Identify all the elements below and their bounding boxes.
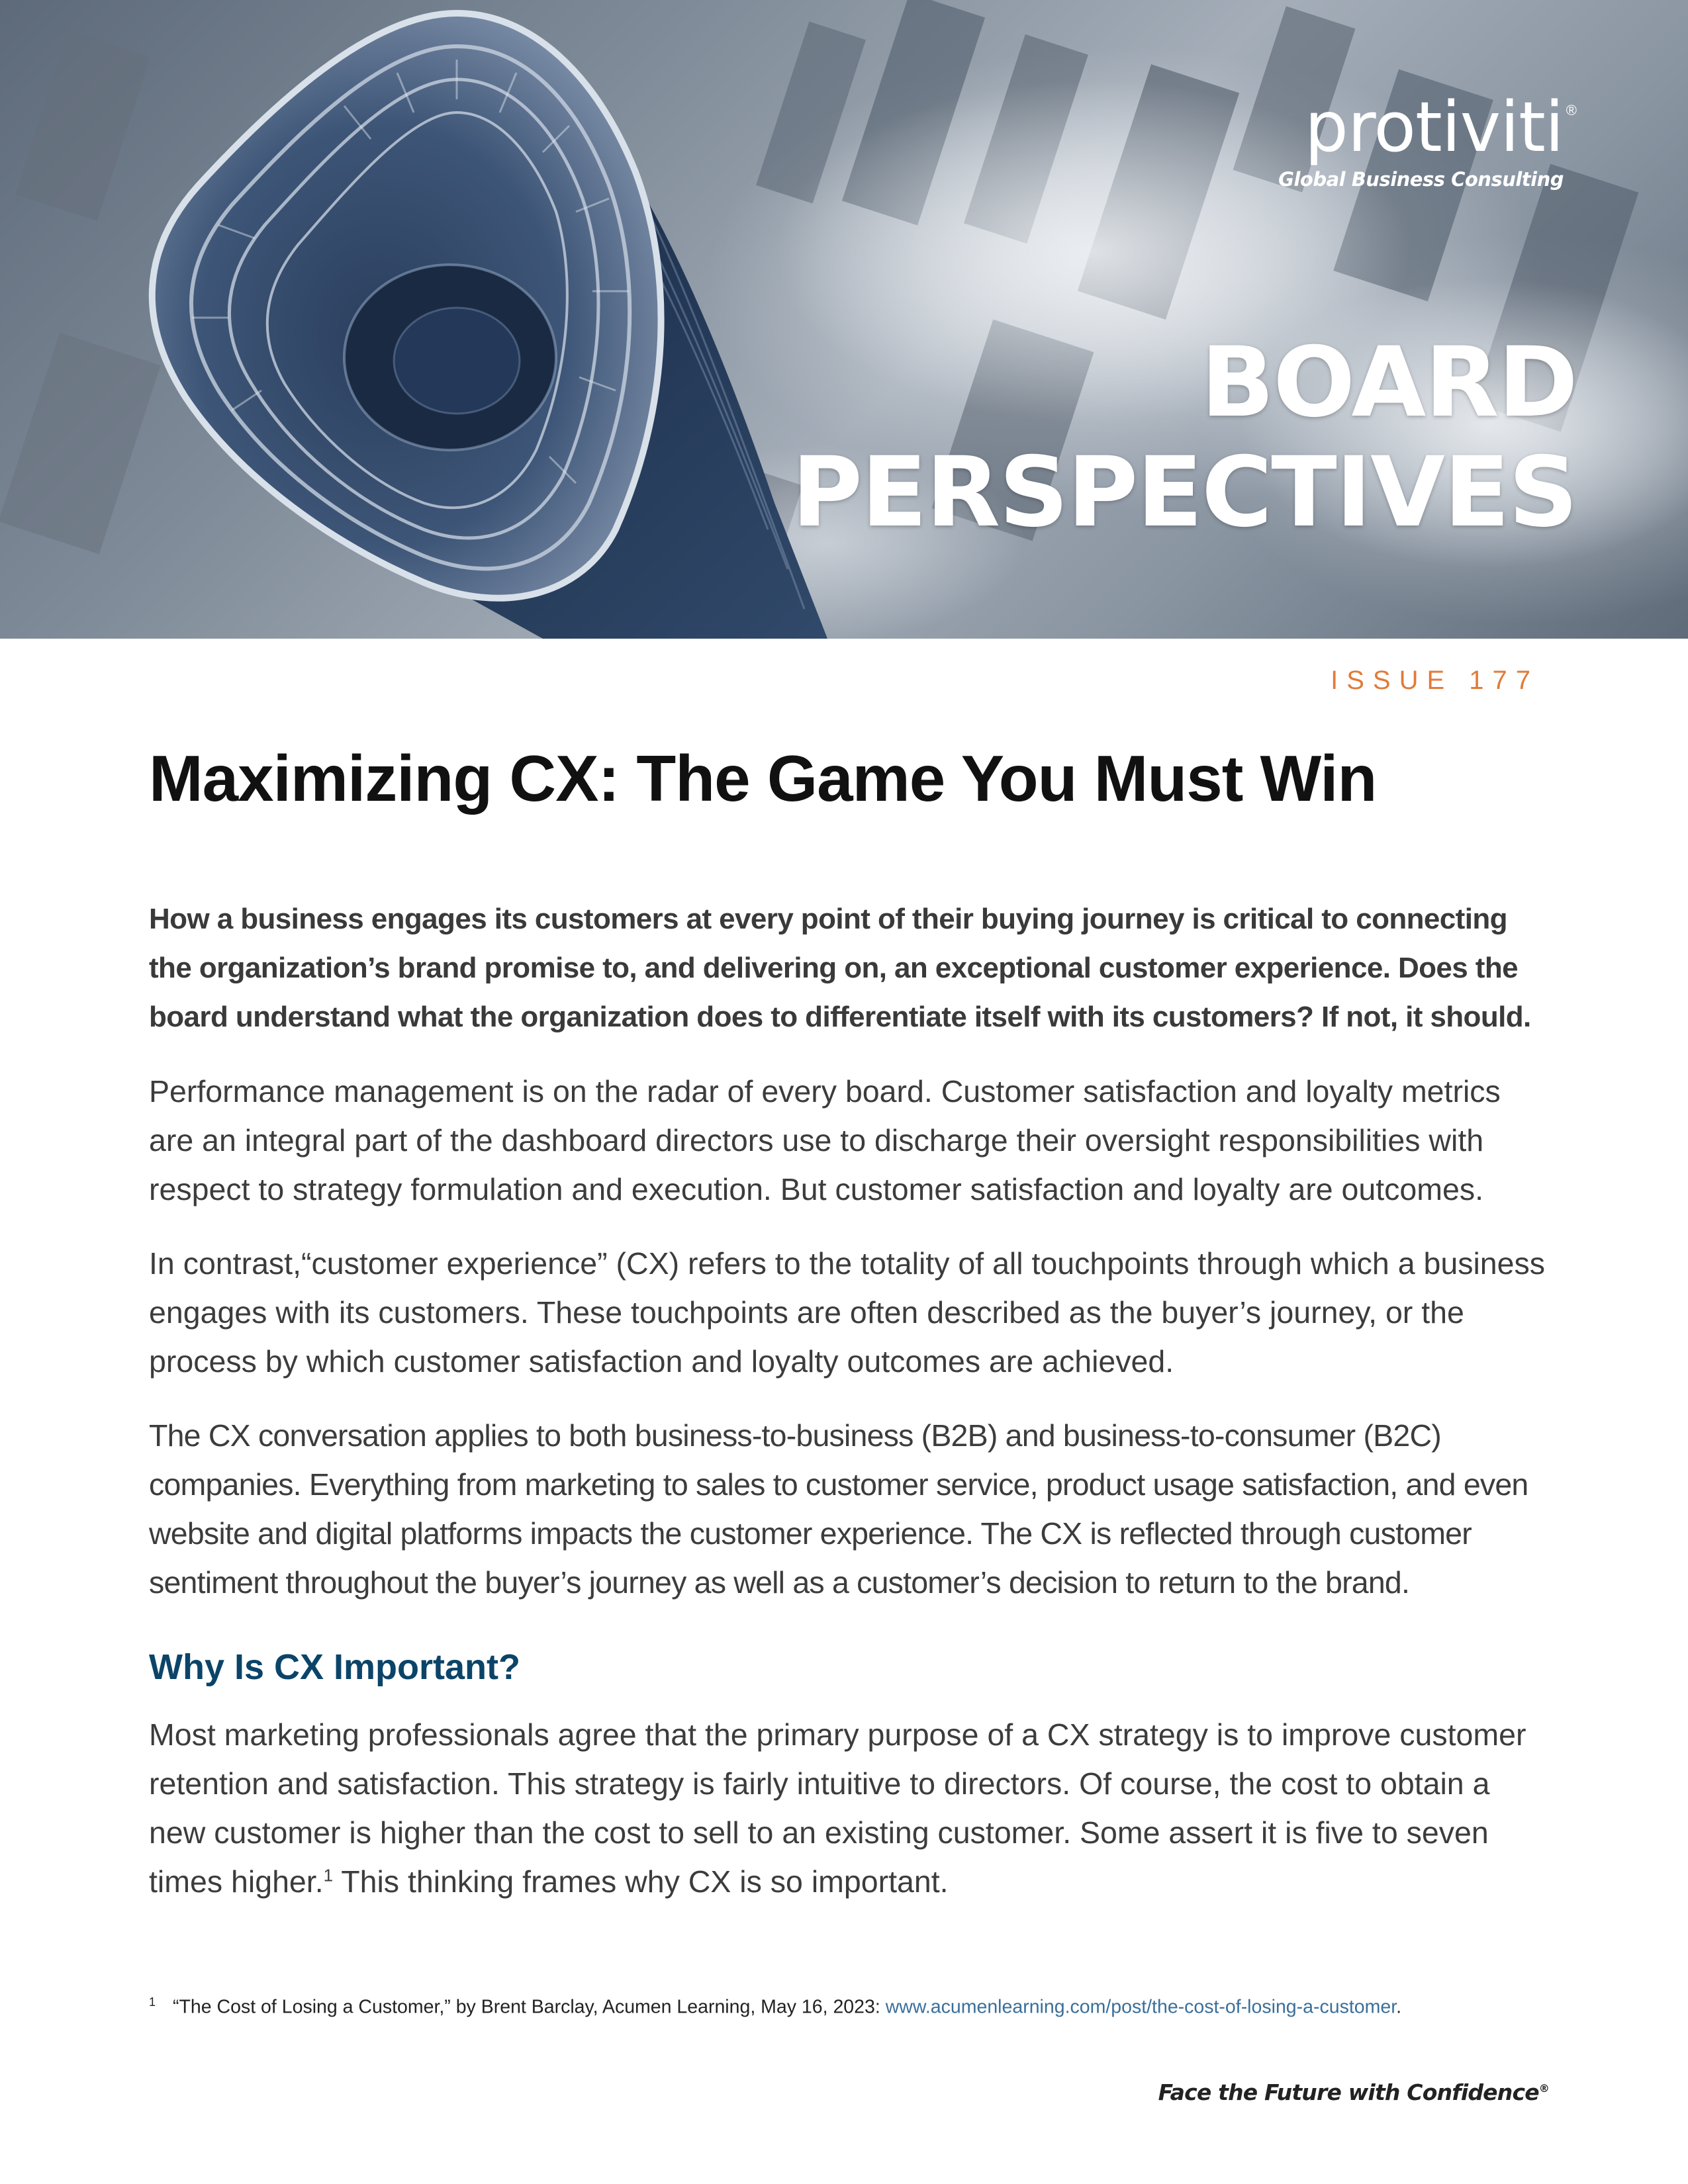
footnote-text: “The Cost of Losing a Customer,” by Brent Barclay, Acumen Learning, May 16, 2023: (173, 1996, 886, 2018)
logo-tagline: Global Business Consulting (1278, 168, 1564, 191)
issue-label: ISSUE 177 (1331, 666, 1539, 695)
footnote (149, 1988, 1559, 2021)
footnote-end: . (1396, 1996, 1402, 2018)
article-body (149, 895, 1552, 1931)
page-title: Maximizing CX: The Game You Must Win (149, 742, 1377, 815)
logo-registered-mark: ® (1566, 102, 1577, 118)
section-paragraph (149, 1710, 1552, 1906)
body-paragraph: In contrast,“customer experience” (CX) refers to the totality of all touchpoints through which a business engages with its customers. These touchpoints are often described as the buyer’s journey, or the process by which customer satisfaction and loyalty outcomes are achieved. (149, 1246, 1546, 1379)
section-paragraph-text-end: This thinking frames why CX is so important. (333, 1864, 949, 1899)
section-heading: Why Is CX Important? (149, 1647, 521, 1687)
intro-paragraph: How a business engages its customers at every point of their buying journey is critical to connecting the organization’s brand promise to, and delivering on, an exceptional customer experience. Does the board understand what the organization does to differentiate itself with its customers? If not, it should. (149, 903, 1531, 1033)
publication-title-line-1: BOARD (1200, 326, 1577, 439)
cover-image (0, 0, 1688, 639)
footnote-number: 1 (149, 1995, 156, 2009)
publication-title-line-2: PERSPECTIVES (792, 436, 1577, 549)
body-paragraph: The CX conversation applies to both business-to-business (B2B) and business-to-consumer (B2C) companies. Everything from marketing to sales to customer service, product usage satisfaction, and even website and digital platforms impacts the customer experience. The CX is reflected through customer sentiment throughout the buyer’s journey as well as a customer’s decision to return to the brand. (149, 1418, 1528, 1600)
footer-tagline (1158, 2079, 1549, 2105)
body-paragraph: Performance management is on the radar of every board. Customer satisfaction and loyalty metrics are an integral part of the dashboard directors use to discharge their oversight responsibilities with respect to strategy formulation and execution. But customer satisfaction and loyalty are outcomes. (149, 1074, 1501, 1206)
footnote-link[interactable]: www.acumenlearning.com/post/the-cost-of-losing-a-customer (885, 1996, 1397, 2018)
footnote-reference[interactable]: 1 (323, 1865, 334, 1886)
publication-title (650, 328, 1577, 547)
logo-wordmark: protiviti (1304, 87, 1564, 167)
protiviti-logo (1233, 87, 1577, 191)
section-paragraph-text: Most marketing professionals agree that the primary purpose of a CX strategy is to improve customer retention and satisfaction. This strategy is fairly intuitive to directors. Of course, the cost to obtain a new customer is higher than the cost to sell to an existing customer. Some assert it is five to seven times higher. (149, 1717, 1526, 1899)
footer-tagline-mark: ® (1538, 2082, 1549, 2095)
footer-tagline-text: Face the Future with Confidence (1158, 2079, 1539, 2105)
